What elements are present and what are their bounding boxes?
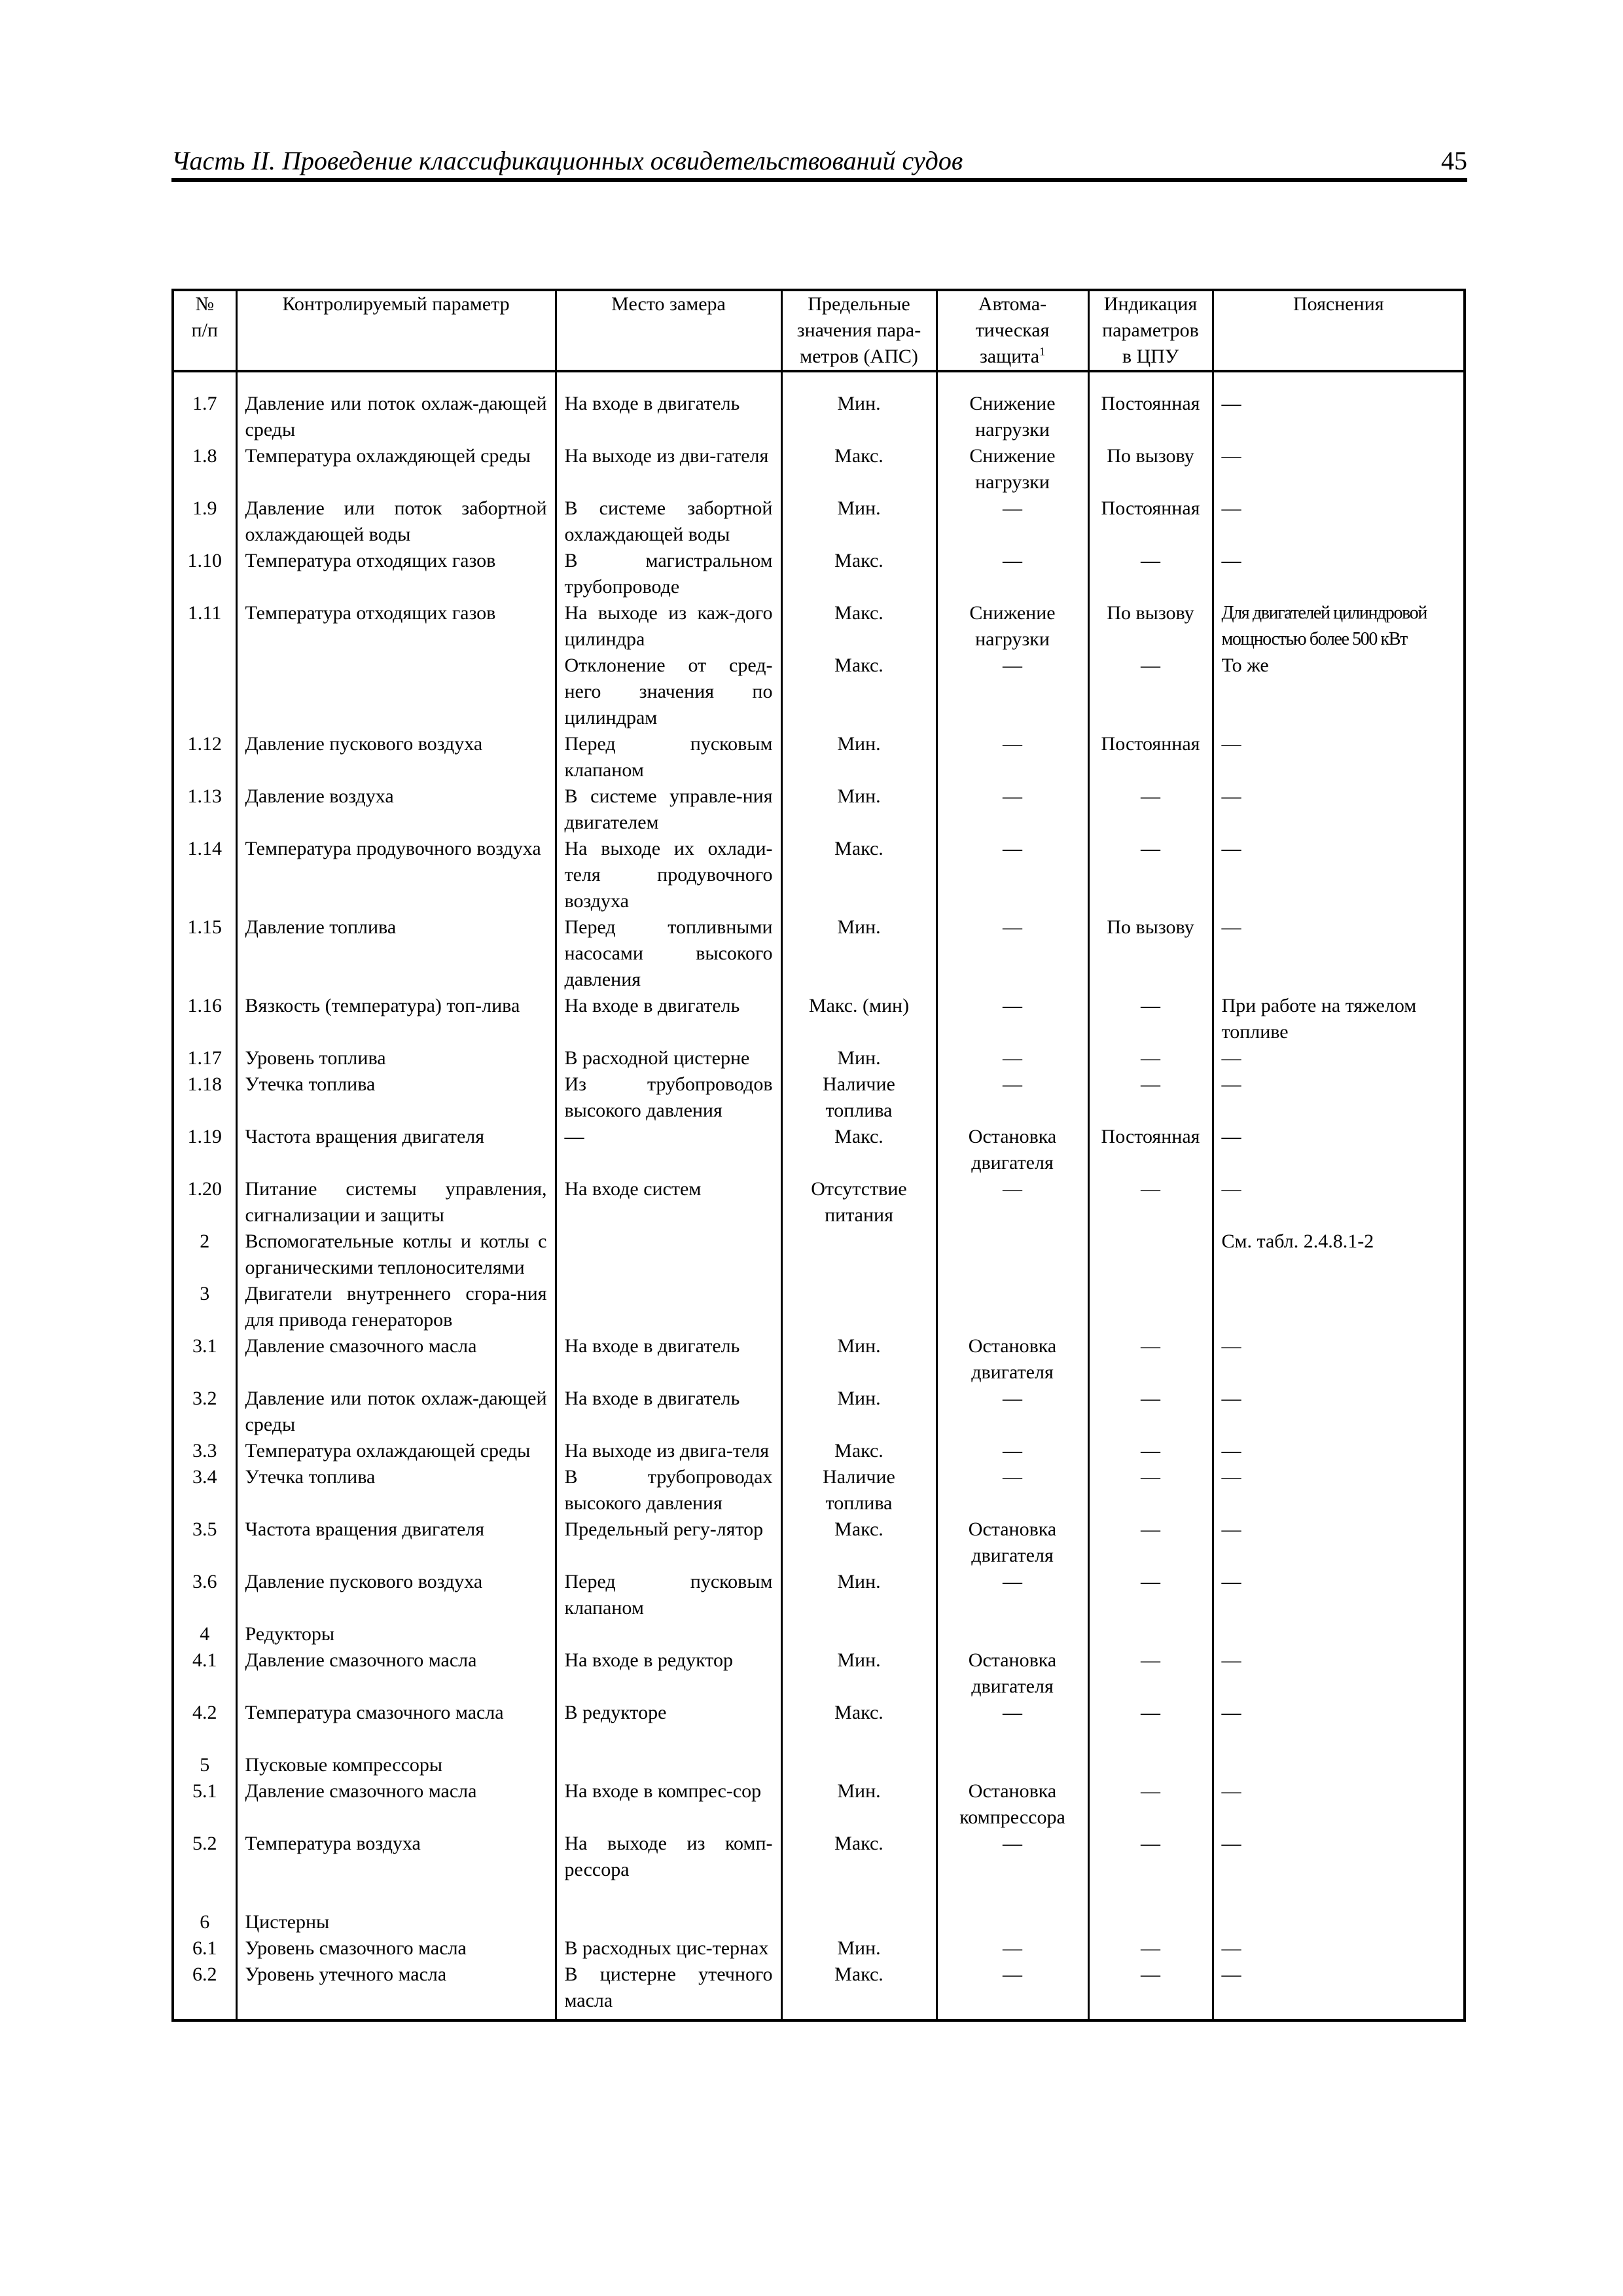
spacer-cell	[173, 1883, 236, 1909]
row-indication: —	[1088, 1831, 1213, 1883]
row-limit: Отсутствие питания	[781, 1176, 936, 1229]
row-number: 5	[173, 1752, 236, 1778]
table-row	[173, 371, 1465, 443]
row-number: 1.11	[173, 600, 236, 653]
table-body	[173, 371, 1465, 2020]
row-protection: —	[936, 1386, 1088, 1438]
row-place: На выходе из каж-дого цилиндра	[556, 600, 781, 653]
row-indication: —	[1088, 1778, 1213, 1831]
row-parameter: Пусковые компрессоры	[236, 1752, 556, 1778]
table-row	[173, 993, 1465, 1045]
row-place: На выходе из дви-гателя	[556, 443, 781, 495]
row-protection: —	[936, 1464, 1088, 1516]
table-row	[173, 1386, 1465, 1438]
row-number: 3.5	[173, 1516, 236, 1569]
row-note: —	[1213, 1516, 1465, 1569]
row-indication: —	[1088, 1438, 1213, 1464]
row-limit: Макс.	[781, 443, 936, 495]
row-limit: Наличие топлива	[781, 1464, 936, 1516]
row-protection: —	[936, 1176, 1088, 1229]
row-protection: Остановка двигателя	[936, 1333, 1088, 1386]
row-limit: Наличие топлива	[781, 1071, 936, 1124]
row-indication: По вызову	[1088, 600, 1213, 653]
row-protection: —	[936, 783, 1088, 836]
row-place: В цистерне утечного масла	[556, 1962, 781, 2020]
row-indication	[1088, 1909, 1213, 1935]
row-number: 1.12	[173, 731, 236, 783]
row-number: 5.2	[173, 1831, 236, 1883]
row-protection: Остановка двигателя	[936, 1124, 1088, 1176]
row-limit: Мин.	[781, 371, 936, 443]
row-protection	[936, 1229, 1088, 1281]
row-note: —	[1213, 1464, 1465, 1516]
row-parameter: Давление смазочного масла	[236, 1778, 556, 1831]
row-limit: Мин.	[781, 495, 936, 548]
row-note: Для двигателей цилиндровой мощностью более 500 кВт	[1213, 600, 1465, 653]
table-row	[173, 914, 1465, 993]
row-indication: —	[1088, 1045, 1213, 1071]
spacer-cell	[173, 1726, 236, 1752]
row-place: На выходе их охлади-теля продувочного воздуха	[556, 836, 781, 914]
row-note: —	[1213, 1569, 1465, 1621]
col-header-place: Место замера	[556, 290, 781, 371]
col-header-protection-label: Автома-тическая защита	[975, 293, 1050, 367]
row-indication	[1088, 1752, 1213, 1778]
row-number: 4.1	[173, 1647, 236, 1700]
row-parameter: Давление пускового воздуха	[236, 1569, 556, 1621]
row-limit: Макс.	[781, 548, 936, 600]
row-place	[556, 1621, 781, 1647]
row-indication: —	[1088, 548, 1213, 600]
row-protection: —	[936, 653, 1088, 731]
row-number: 1.20	[173, 1176, 236, 1229]
row-note: —	[1213, 495, 1465, 548]
row-indication	[1088, 1229, 1213, 1281]
table-row	[173, 548, 1465, 600]
row-protection: Снижение нагрузки	[936, 371, 1088, 443]
spacer-cell	[1213, 1883, 1465, 1909]
row-indication: —	[1088, 1647, 1213, 1700]
row-number: 3.3	[173, 1438, 236, 1464]
row-spacer	[173, 1726, 1465, 1752]
row-note: —	[1213, 783, 1465, 836]
row-note: —	[1213, 1700, 1465, 1726]
row-note: —	[1213, 1176, 1465, 1229]
row-note: —	[1213, 1438, 1465, 1464]
row-spacer	[173, 1883, 1465, 1909]
row-number: 3.1	[173, 1333, 236, 1386]
row-limit: Макс.	[781, 1124, 936, 1176]
parameters-table	[171, 289, 1466, 2022]
row-number: 3.4	[173, 1464, 236, 1516]
row-indication: По вызову	[1088, 443, 1213, 495]
row-note: —	[1213, 731, 1465, 783]
running-title: Часть II. Проведение классификационных освидетельствований судов	[171, 146, 963, 175]
row-parameter: Питание системы управления, сигнализации и защиты	[236, 1176, 556, 1229]
row-place: В магистральном трубопроводе	[556, 548, 781, 600]
row-number	[173, 653, 236, 731]
row-protection: —	[936, 1071, 1088, 1124]
row-note: См. табл. 2.4.8.1-2	[1213, 1229, 1465, 1281]
table-row	[173, 1909, 1465, 1935]
row-note	[1213, 1621, 1465, 1647]
row-number: 4.2	[173, 1700, 236, 1726]
row-parameter: Температура отходящих газов	[236, 548, 556, 600]
row-number: 1.17	[173, 1045, 236, 1071]
row-protection: —	[936, 1700, 1088, 1726]
row-number: 6.2	[173, 1962, 236, 2020]
row-place: В расходных цис-тернах	[556, 1935, 781, 1962]
row-place	[556, 1229, 781, 1281]
col-header-notes: Пояснения	[1213, 290, 1465, 371]
row-place: На входе в двигатель	[556, 993, 781, 1045]
row-note: То же	[1213, 653, 1465, 731]
row-protection: —	[936, 836, 1088, 914]
row-note: —	[1213, 548, 1465, 600]
row-parameter: Давление смазочного масла	[236, 1333, 556, 1386]
row-limit: Макс.	[781, 1516, 936, 1569]
row-limit: Макс.	[781, 600, 936, 653]
spacer-cell	[781, 1726, 936, 1752]
row-note	[1213, 1281, 1465, 1333]
row-number: 1.7	[173, 371, 236, 443]
row-limit: Мин.	[781, 1935, 936, 1962]
col-header-protection	[936, 290, 1088, 371]
row-parameter: Температура отходящих газов	[236, 600, 556, 653]
table-row	[173, 1621, 1465, 1647]
row-number: 4	[173, 1621, 236, 1647]
row-protection: —	[936, 1569, 1088, 1621]
row-parameter: Давление пускового воздуха	[236, 731, 556, 783]
row-parameter: Редукторы	[236, 1621, 556, 1647]
table-row	[173, 1962, 1465, 2020]
row-number: 1.13	[173, 783, 236, 836]
row-note: —	[1213, 1045, 1465, 1071]
table-row	[173, 1752, 1465, 1778]
col-header-parameter: Контролируемый параметр	[236, 290, 556, 371]
row-place: —	[556, 1124, 781, 1176]
row-number: 3	[173, 1281, 236, 1333]
row-number: 1.19	[173, 1124, 236, 1176]
row-limit	[781, 1229, 936, 1281]
row-protection: —	[936, 1438, 1088, 1464]
table-row	[173, 1464, 1465, 1516]
row-parameter: Двигатели внутреннего сгора-ния для привода генераторов	[236, 1281, 556, 1333]
row-place: На выходе из комп-рессора	[556, 1831, 781, 1883]
row-parameter: Вязкость (температура) топ-лива	[236, 993, 556, 1045]
row-protection: —	[936, 914, 1088, 993]
table-row	[173, 1935, 1465, 1962]
row-indication: —	[1088, 1516, 1213, 1569]
row-number: 1.10	[173, 548, 236, 600]
col-header-limit: Предельные значения пара-метров (АПС)	[781, 290, 936, 371]
row-protection	[936, 1621, 1088, 1647]
row-place: В системе забортной охлаждающей воды	[556, 495, 781, 548]
row-limit: Мин.	[781, 1569, 936, 1621]
row-note: —	[1213, 443, 1465, 495]
row-parameter: Уровень топлива	[236, 1045, 556, 1071]
table-row	[173, 1700, 1465, 1726]
row-parameter: Утечка топлива	[236, 1464, 556, 1516]
row-number: 1.16	[173, 993, 236, 1045]
table-row	[173, 731, 1465, 783]
row-indication: —	[1088, 1176, 1213, 1229]
row-parameter: Температура продувочного воздуха	[236, 836, 556, 914]
row-protection: Снижение нагрузки	[936, 600, 1088, 653]
row-indication: По вызову	[1088, 914, 1213, 993]
row-note: —	[1213, 1935, 1465, 1962]
row-limit: Макс.	[781, 1831, 936, 1883]
row-parameter: Частота вращения двигателя	[236, 1124, 556, 1176]
row-note	[1213, 1909, 1465, 1935]
row-number: 1.9	[173, 495, 236, 548]
row-indication: —	[1088, 1464, 1213, 1516]
row-protection: —	[936, 1831, 1088, 1883]
row-note: —	[1213, 1778, 1465, 1831]
row-parameter: Вспомогательные котлы и котлы с органическими теплоносителями	[236, 1229, 556, 1281]
table-row	[173, 1831, 1465, 1883]
row-limit: Макс.	[781, 1438, 936, 1464]
row-number: 1.14	[173, 836, 236, 914]
row-place: Отклонение от сред-него значения по цилиндрам	[556, 653, 781, 731]
row-limit	[781, 1621, 936, 1647]
row-note: —	[1213, 1386, 1465, 1438]
row-parameter: Температура охлаждяющей среды	[236, 443, 556, 495]
row-indication	[1088, 1281, 1213, 1333]
row-parameter	[236, 653, 556, 731]
row-protection: Остановка двигателя	[936, 1647, 1088, 1700]
page-number: 45	[1441, 146, 1467, 175]
row-limit: Мин.	[781, 1647, 936, 1700]
row-protection: Остановка двигателя	[936, 1516, 1088, 1569]
row-limit: Мин.	[781, 783, 936, 836]
row-note	[1213, 1752, 1465, 1778]
row-limit: Макс.	[781, 836, 936, 914]
row-number: 3.2	[173, 1386, 236, 1438]
spacer-cell	[936, 1726, 1088, 1752]
row-indication: —	[1088, 1333, 1213, 1386]
row-protection: —	[936, 731, 1088, 783]
row-indication: —	[1088, 783, 1213, 836]
row-indication: —	[1088, 653, 1213, 731]
row-number: 1.18	[173, 1071, 236, 1124]
row-note: —	[1213, 1962, 1465, 2020]
row-indication: Постоянная	[1088, 371, 1213, 443]
table-row	[173, 443, 1465, 495]
row-limit: Макс.	[781, 1700, 936, 1726]
row-parameter: Частота вращения двигателя	[236, 1516, 556, 1569]
row-limit: Макс. (мин)	[781, 993, 936, 1045]
spacer-cell	[236, 1883, 556, 1909]
row-protection: —	[936, 1962, 1088, 2020]
table-row	[173, 495, 1465, 548]
row-indication: —	[1088, 1071, 1213, 1124]
row-number: 6.1	[173, 1935, 236, 1962]
spacer-cell	[1088, 1726, 1213, 1752]
row-indication	[1088, 1621, 1213, 1647]
table-row	[173, 1569, 1465, 1621]
row-number: 2	[173, 1229, 236, 1281]
spacer-cell	[236, 1726, 556, 1752]
table-row	[173, 1229, 1465, 1281]
row-protection	[936, 1281, 1088, 1333]
row-note: —	[1213, 1071, 1465, 1124]
row-protection	[936, 1909, 1088, 1935]
row-parameter: Температура смазочного масла	[236, 1700, 556, 1726]
table-row	[173, 1281, 1465, 1333]
spacer-cell	[936, 1883, 1088, 1909]
row-protection: —	[936, 495, 1088, 548]
table-row	[173, 1516, 1465, 1569]
row-place: В редукторе	[556, 1700, 781, 1726]
table-row	[173, 1333, 1465, 1386]
row-indication: —	[1088, 1935, 1213, 1962]
row-parameter: Давление или поток забортной охлаждающей воды	[236, 495, 556, 548]
row-parameter: Давление воздуха	[236, 783, 556, 836]
row-place	[556, 1281, 781, 1333]
row-limit: Мин.	[781, 731, 936, 783]
row-place: Перед топливными насосами высокого давления	[556, 914, 781, 993]
row-indication: Постоянная	[1088, 495, 1213, 548]
header-rule	[171, 178, 1467, 182]
row-place: Перед пусковым клапаном	[556, 731, 781, 783]
row-parameter: Давление или поток охлаж-дающей среды	[236, 371, 556, 443]
row-parameter: Температура воздуха	[236, 1831, 556, 1883]
table-row	[173, 1176, 1465, 1229]
row-limit: Мин.	[781, 1045, 936, 1071]
row-place: На входе в компрес-сор	[556, 1778, 781, 1831]
row-number: 6	[173, 1909, 236, 1935]
row-place: На входе в двигатель	[556, 1386, 781, 1438]
row-protection: Остановка компрессора	[936, 1778, 1088, 1831]
page-header	[171, 145, 1467, 178]
row-limit: Мин.	[781, 1386, 936, 1438]
table-row	[173, 1647, 1465, 1700]
row-parameter: Давление смазочного масла	[236, 1647, 556, 1700]
row-indication: Постоянная	[1088, 731, 1213, 783]
row-indication: —	[1088, 1386, 1213, 1438]
row-note: —	[1213, 1124, 1465, 1176]
spacer-cell	[556, 1883, 781, 1909]
row-indication: —	[1088, 836, 1213, 914]
row-protection: Снижение нагрузки	[936, 443, 1088, 495]
row-parameter: Уровень утечного масла	[236, 1962, 556, 2020]
spacer-cell	[781, 1883, 936, 1909]
row-number: 1.8	[173, 443, 236, 495]
table-row	[173, 1778, 1465, 1831]
table-row	[173, 836, 1465, 914]
spacer-cell	[1088, 1883, 1213, 1909]
table-row	[173, 1071, 1465, 1124]
row-note: —	[1213, 914, 1465, 993]
table-row	[173, 653, 1465, 731]
row-note: —	[1213, 371, 1465, 443]
row-note: —	[1213, 836, 1465, 914]
table-row	[173, 1438, 1465, 1464]
row-place: Предельный регу-лятор	[556, 1516, 781, 1569]
row-place: Из трубопроводов высокого давления	[556, 1071, 781, 1124]
col-header-number: № п/п	[173, 290, 236, 371]
row-number: 1.15	[173, 914, 236, 993]
row-note: При работе на тяжелом топливе	[1213, 993, 1465, 1045]
row-place: В расходной цистерне	[556, 1045, 781, 1071]
row-limit: Мин.	[781, 1778, 936, 1831]
row-place: На входе систем	[556, 1176, 781, 1229]
row-indication: —	[1088, 1700, 1213, 1726]
footnote-mark: 1	[1039, 345, 1046, 358]
row-limit: Мин.	[781, 914, 936, 993]
row-protection: —	[936, 1045, 1088, 1071]
row-place: В системе управле-ния двигателем	[556, 783, 781, 836]
row-place	[556, 1909, 781, 1935]
row-limit	[781, 1752, 936, 1778]
table-row	[173, 1124, 1465, 1176]
row-limit: Макс.	[781, 1962, 936, 2020]
row-parameter: Давление или поток охлаж-дающей среды	[236, 1386, 556, 1438]
table-row	[173, 783, 1465, 836]
table-row	[173, 1045, 1465, 1071]
row-indication: —	[1088, 1569, 1213, 1621]
row-place: На входе в двигатель	[556, 371, 781, 443]
spacer-cell	[1213, 1726, 1465, 1752]
row-place: Перед пусковым клапаном	[556, 1569, 781, 1621]
row-note: —	[1213, 1647, 1465, 1700]
col-header-indication: Индикация параметров в ЦПУ	[1088, 290, 1213, 371]
row-note: —	[1213, 1333, 1465, 1386]
row-protection	[936, 1752, 1088, 1778]
row-parameter: Цистерны	[236, 1909, 556, 1935]
row-number: 5.1	[173, 1778, 236, 1831]
row-parameter: Температура охлаждающей среды	[236, 1438, 556, 1464]
row-limit	[781, 1281, 936, 1333]
row-indication: —	[1088, 993, 1213, 1045]
row-place: В трубопроводах высокого давления	[556, 1464, 781, 1516]
row-place	[556, 1752, 781, 1778]
row-protection: —	[936, 1935, 1088, 1962]
table-row	[173, 600, 1465, 653]
row-limit: Макс.	[781, 653, 936, 731]
row-parameter: Уровень смазочного масла	[236, 1935, 556, 1962]
row-limit: Мин.	[781, 1333, 936, 1386]
row-place: На входе в двигатель	[556, 1333, 781, 1386]
row-parameter: Давление топлива	[236, 914, 556, 993]
spacer-cell	[556, 1726, 781, 1752]
row-protection: —	[936, 993, 1088, 1045]
row-indication: Постоянная	[1088, 1124, 1213, 1176]
row-parameter: Утечка топлива	[236, 1071, 556, 1124]
row-indication: —	[1088, 1962, 1213, 2020]
row-protection: —	[936, 548, 1088, 600]
table-header-row	[173, 290, 1465, 371]
row-note: —	[1213, 1831, 1465, 1883]
row-place: На выходе из двига-теля	[556, 1438, 781, 1464]
row-limit	[781, 1909, 936, 1935]
row-number: 3.6	[173, 1569, 236, 1621]
row-place: На входе в редуктор	[556, 1647, 781, 1700]
